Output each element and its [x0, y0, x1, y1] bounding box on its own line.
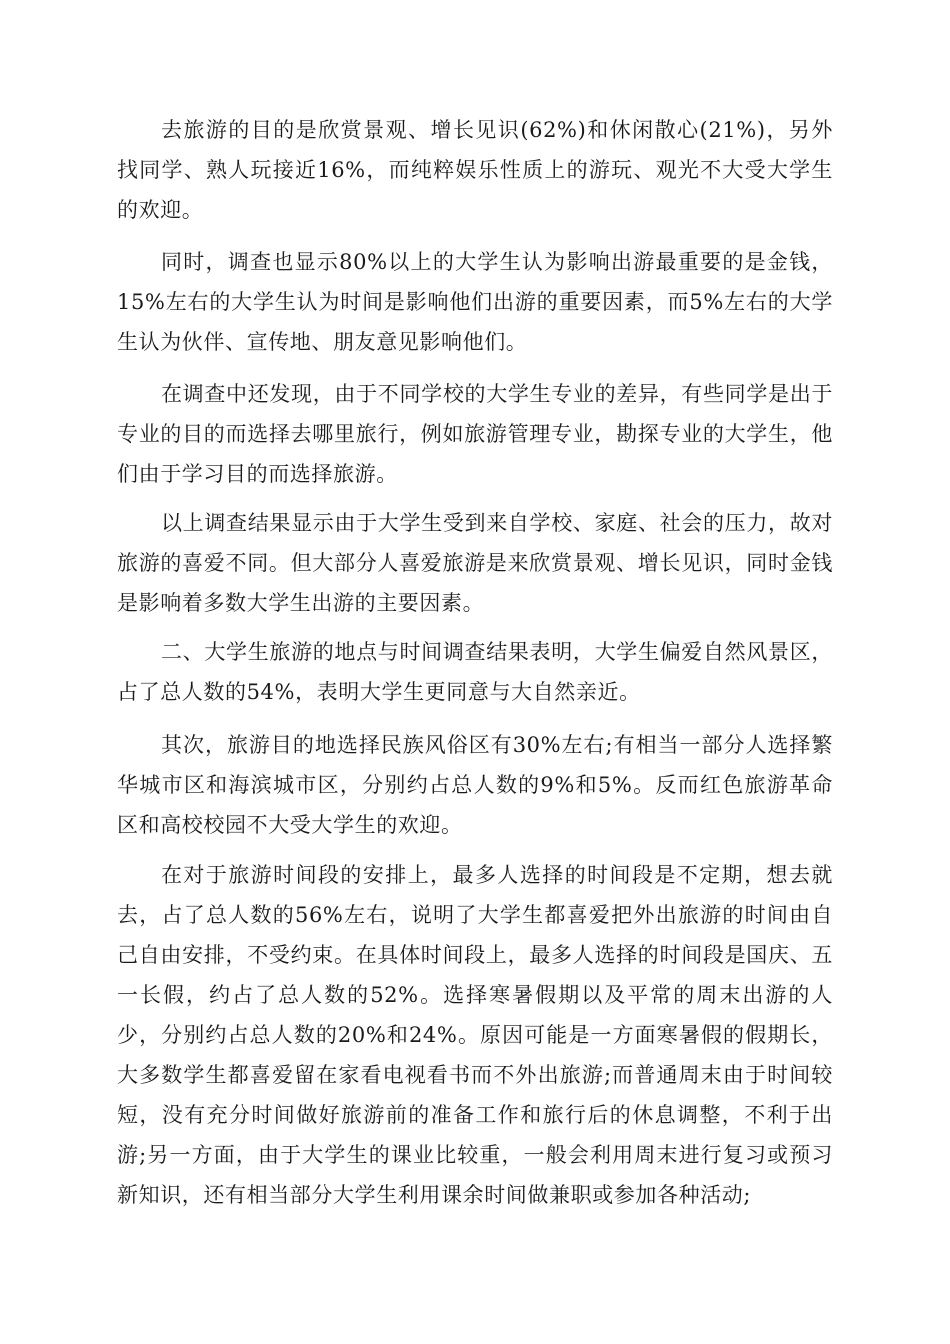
paragraph-time-arrangement: 在对于旅游时间段的安排上，最多人选择的时间段是不定期，想去就去，占了总人数的56%左右，说明了大学生都喜爱把外出旅游的时间由自己自由安排，不受约束。在具体时间段上，最多人选择的时间段是国庆、五一长假，约占了总人数的52%。选择寒暑假期以及平常的周末出游的人少，分别约占总人数的20%和24%。原因可能是一方面寒暑假的假期长，大多数学生都喜爱留在家看电视看书而不外出旅游;而普通周末由于时间较短，没有充分时间做好旅游前的准备工作和旅行后的休息调整，不利于出游;另一方面，由于大学生的课业比较重，一般会利用周末进行复习或预习新知识，还有相当部分大学生利用课余时间做兼职或参加各种活动;	[117, 863, 833, 1207]
paragraph-money-factor: 同时，调查也显示80%以上的大学生认为影响出游最重要的是金钱，15%左右的大学生认为时间是影响他们出游的重要因素，而5%左右的大学生认为伙伴、宣传地、朋友意见影响他们。	[117, 250, 833, 354]
paragraph-destination-choice: 其次，旅游目的地选择民族风俗区有30%左右;有相当一部分人选择繁华城市区和海滨城市区，分别约占总人数的9%和5%。反而红色旅游革命区和高校校园不大受大学生的欢迎。	[117, 733, 833, 837]
paragraph-location-section: 二、大学生旅游的地点与时间调查结果表明，大学生偏爱自然风景区，占了总人数的54%，表明大学生更同意与大自然亲近。	[117, 640, 833, 704]
paragraph-purpose: 去旅游的目的是欣赏景观、增长见识(62%)和休闲散心(21%)，另外找同学、熟人玩接近16%，而纯粹娱乐性质上的游玩、观光不大受大学生的欢迎。	[117, 118, 833, 222]
paragraph-survey-summary: 以上调查结果显示由于大学生受到来自学校、家庭、社会的压力，故对旅游的喜爱不同。但大部分人喜爱旅游是来欣赏景观、增长见识，同时金钱是影响着多数大学生出游的主要因素。	[117, 511, 833, 615]
paragraph-major-difference: 在调查中还发现，由于不同学校的大学生专业的差异，有些同学是出于专业的目的而选择去哪里旅行，例如旅游管理专业，勘探专业的大学生，他们由于学习目的而选择旅游。	[117, 382, 833, 486]
